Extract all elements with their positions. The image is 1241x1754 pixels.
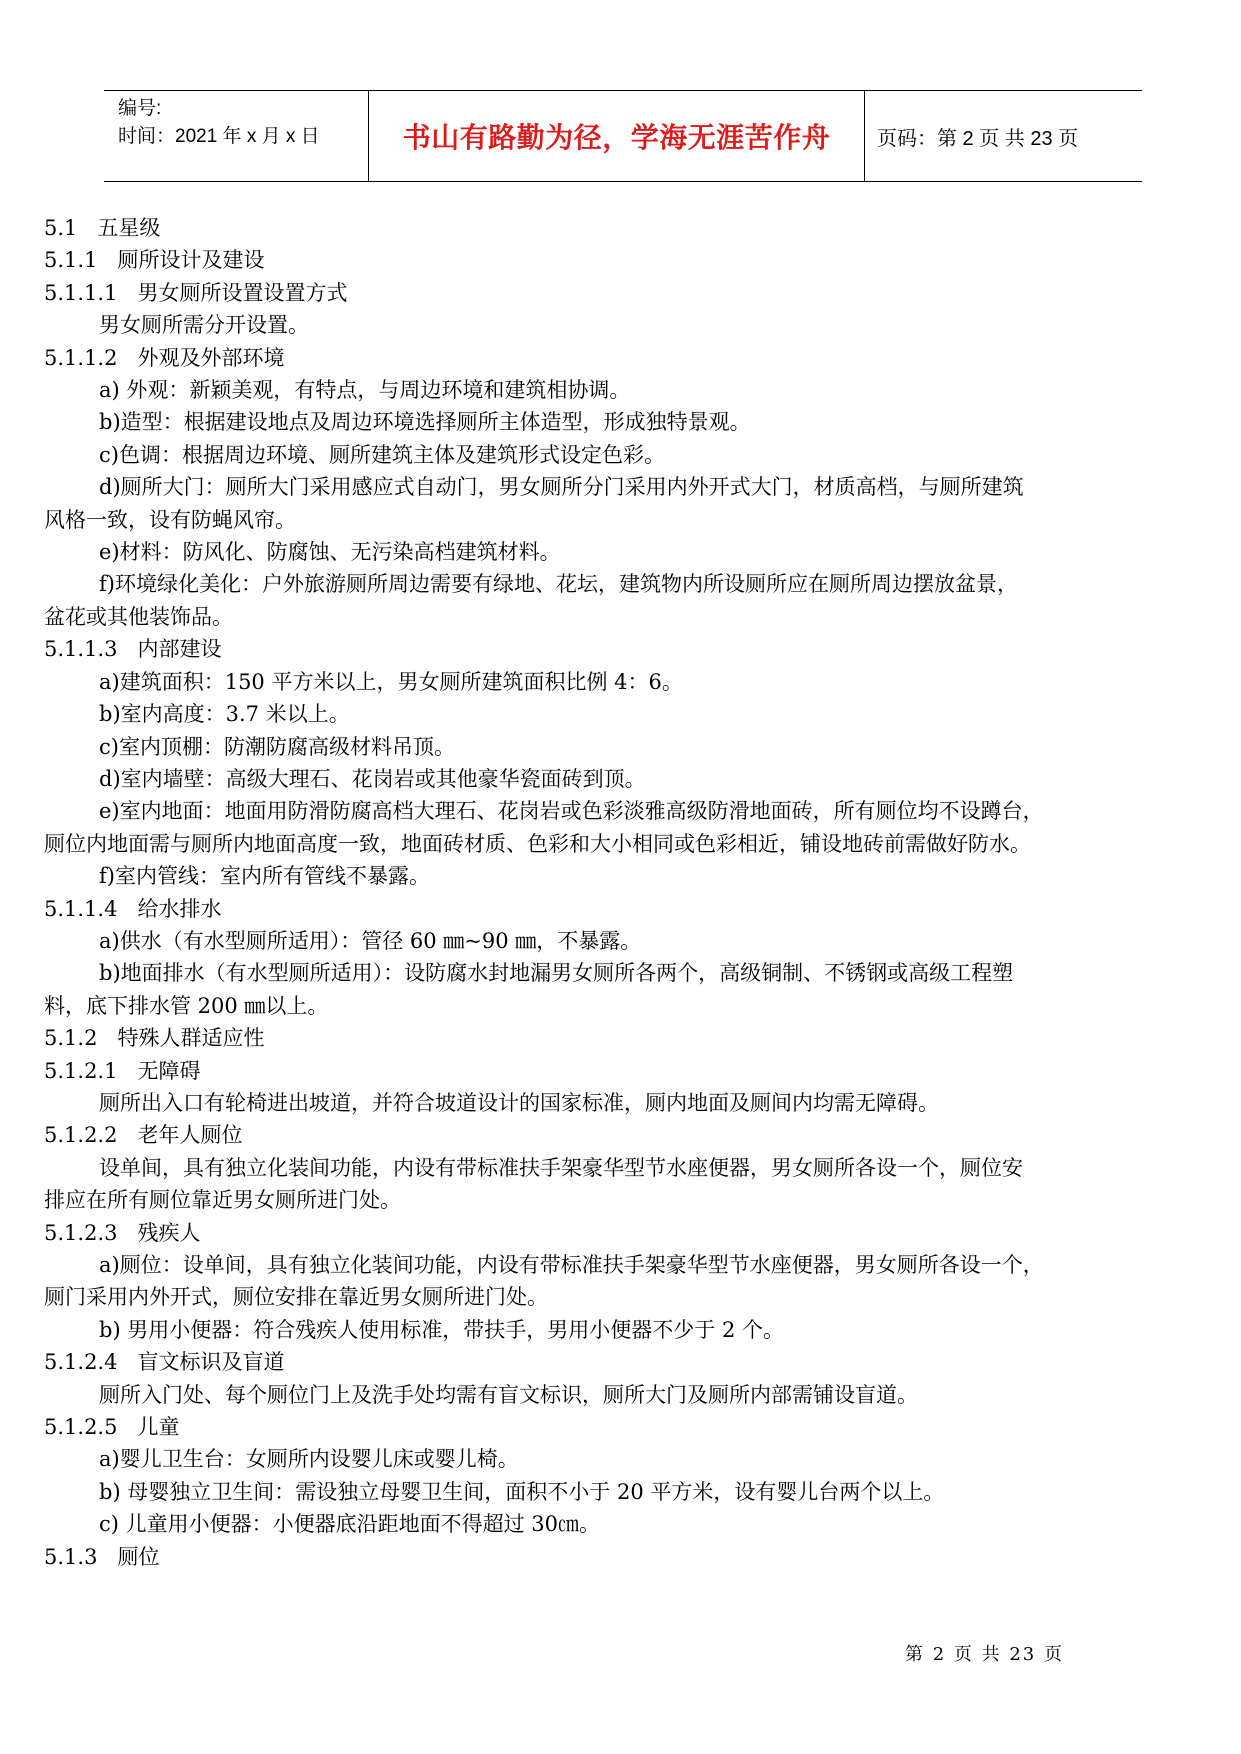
paragraph-line: f)环境绿化美化：户外旅游厕所周边需要有绿地、花坛，建筑物内所设厕所应在厕所周边摆放盆景，	[99, 572, 1018, 597]
section-heading: 5.1.1.1 男女厕所设置设置方式	[44, 280, 348, 305]
paragraph-line: 厕门采用内外开式，厕位安排在靠近男女厕所进门处。	[44, 1285, 548, 1310]
paragraph-line: b) 母婴独立卫生间：需设独立母婴卫生间，面积不小于 20 平方米，设有婴儿台两个以上。	[99, 1479, 945, 1504]
paragraph-line: e)材料：防风化、防腐蚀、无污染高档建筑材料。	[99, 540, 561, 565]
header-meta	[104, 91, 369, 181]
section-heading: 5.1.2.4 盲文标识及盲道	[44, 1350, 285, 1375]
header-motto: 书山有路勤为径，学海无涯苦作舟	[369, 91, 865, 181]
paragraph-line: b)地面排水（有水型厕所适用）：设防腐水封地漏男女厕所各两个，高级铜制、不锈钢或高级工程塑	[99, 961, 1014, 986]
section-heading: 5.1.1 厕所设计及建设	[44, 248, 265, 273]
page-header	[104, 90, 1142, 182]
paragraph-line: 男女厕所需分开设置。	[99, 313, 309, 338]
paragraph-line: 盆花或其他装饰品。	[44, 604, 233, 629]
section-heading: 5.1.1.4 给水排水	[44, 896, 222, 921]
section-heading: 5.1.2.5 儿童	[44, 1415, 180, 1440]
section-heading: 5.1.2.2 老年人厕位	[44, 1123, 243, 1148]
paragraph-line: c) 儿童用小便器：小便器底沿距地面不得超过 30㎝。	[99, 1512, 601, 1537]
paragraph-line: a)建筑面积：150 平方米以上，男女厕所建筑面积比例 4：6。	[99, 669, 683, 694]
code-label: 编号:	[118, 98, 162, 119]
section-heading: 5.1 五星级	[44, 216, 161, 240]
paragraph-line: f)室内管线：室内所有管线不暴露。	[99, 864, 430, 889]
section-heading: 5.1.2.1 无障碍	[44, 1058, 201, 1083]
section-heading: 5.1.2 特殊人群适应性	[44, 1026, 265, 1051]
paragraph-line: a)供水（有水型厕所适用）：管径 60 ㎜~90 ㎜，不暴露。	[99, 928, 642, 953]
paragraph-line: b)室内高度：3.7 米以上。	[99, 702, 350, 727]
paragraph-line: d)室内墙壁：高级大理石、花岗岩或其他豪华瓷面砖到顶。	[99, 766, 646, 791]
section-heading: 5.1.1.2 外观及外部环境	[44, 345, 285, 370]
paragraph-line: 厕所入门处、每个厕位门上及洗手处均需有盲文标识，厕所大门及厕所内部需铺设盲道。	[99, 1382, 918, 1407]
time-label: 时间：2021 年 x 月 x 日	[118, 126, 320, 147]
paragraph-line: a)婴儿卫生台：女厕所内设婴儿床或婴儿椅。	[99, 1447, 519, 1472]
document-body	[44, 212, 1204, 1573]
section-heading: 5.1.3 厕位	[44, 1544, 160, 1569]
paragraph-line: c)色调：根据周边环境、厕所建筑主体及建筑形式设定色彩。	[99, 442, 665, 467]
section-heading: 5.1.1.3 内部建设	[44, 637, 222, 662]
section-heading: 5.1.2.3 残疾人	[44, 1220, 201, 1245]
page-footer: 第 2 页 共 23 页	[905, 1644, 1064, 1665]
paragraph-line: b)造型：根据建设地点及周边环境选择厕所主体造型，形成独特景观。	[99, 410, 751, 435]
paragraph-line: 排应在所有厕位靠近男女厕所进门处。	[44, 1188, 401, 1213]
paragraph-line: 厕所出入口有轮椅进出坡道，并符合坡道设计的国家标准，厕内地面及厕间内均需无障碍。	[99, 1090, 939, 1115]
paragraph-line: c)室内顶棚：防潮防腐高级材料吊顶。	[99, 734, 455, 759]
paragraph-line: a) 外观：新颖美观，有特点，与周边环境和建筑相协调。	[99, 378, 631, 403]
paragraph-line: d)厕所大门：厕所大门采用感应式自动门，男女厕所分门采用内外开式大门，材质高档，与厕所建筑	[99, 475, 1024, 500]
paragraph-line: b) 男用小便器：符合残疾人使用标准，带扶手，男用小便器不少于 2 个。	[99, 1317, 785, 1342]
paragraph-line: a)厕位：设单间，具有独立化装间功能，内设有带标准扶手架豪华型节水座便器，男女厕所各设一个，	[99, 1253, 1044, 1277]
paragraph-line: 风格一致，设有防蝇风帘。	[44, 507, 296, 532]
paragraph-line: 厕位内地面需与厕所内地面高度一致，地面砖材质、色彩和大小相同或色彩相近，铺设地砖前需做好防水。	[44, 831, 1031, 856]
paragraph-line: 料，底下排水管 200 ㎜以上。	[44, 993, 329, 1018]
paragraph-line: 设单间，具有独立化装间功能，内设有带标准扶手架豪华型节水座便器，男女厕所各设一个，厕位安	[99, 1155, 1023, 1180]
paragraph-line: e)室内地面：地面用防滑防腐高档大理石、花岗岩或色彩淡雅高级防滑地面砖，所有厕位均不设蹲台，	[99, 799, 1044, 824]
header-page-info: 页码：第 2 页 共 23 页	[877, 127, 1079, 150]
